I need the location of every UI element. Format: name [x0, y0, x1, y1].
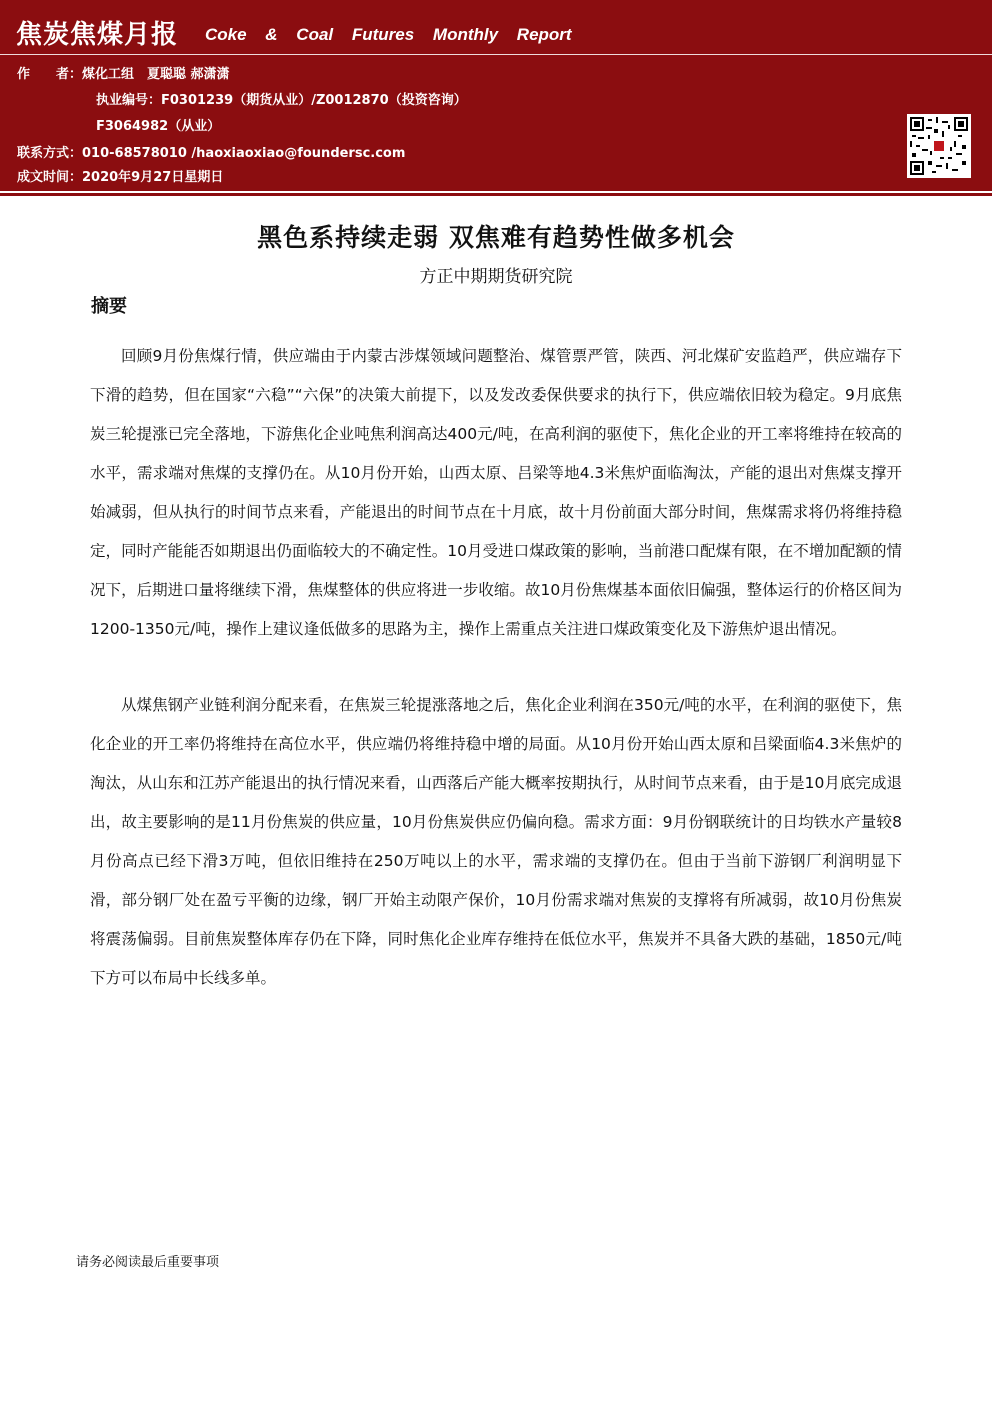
report-title-cn: 焦炭焦煤月报	[16, 20, 179, 50]
footer-disclaimer-note: 请务必阅读最后重要事项	[76, 1255, 220, 1270]
header-divider	[0, 54, 992, 55]
abstract-heading: 摘要	[91, 296, 127, 317]
license-line-1: 执业编号：F0301239（期货从业）/Z0012870（投资咨询）	[96, 93, 467, 108]
header-bottom-rule	[0, 191, 992, 196]
authors-line: 作 者：煤化工组 夏聪聪 郝潇潇	[17, 67, 230, 82]
date-line: 成文时间：2020年9月27日星期日	[17, 170, 224, 185]
abstract-paragraph: 从煤焦钢产业链利润分配来看，在焦炭三轮提涨落地之后，焦化企业利润在350元/吨的水平，在利润的驱使下，焦化企业的开工率仍将维持在高位水平，供应端仍将维持稳中增的局面。从10月份开始山西太原和吕梁面临4.3米焦炉的淘汰，从山东和江苏产能退出的执行情况来看，山西落后产能大概率按期执行，从时间节点来看，由于是10月底完成退出，故主要影响的是11月份焦炭的供应量，10月份焦炭供应仍偏向稳。需求方面：9月份钢联统计的日均铁水产量较8月份高点已经下滑3万吨，但依旧维持在250万吨以上的水平，需求端的支撑仍在。但由于当前下游钢厂利润明显下滑，部分钢厂处在盈亏平衡的边缘，钢厂开始主动限产保价，10月份需求端对焦炭的支撑将有所减弱，故10月份焦炭将震荡偏弱。目前焦炭整体库存仍在下降，同时焦化企业库存维持在低位水平，焦炭并不具备大跌的基础，1850元/吨下方可以布局中长线多单。	[90, 696, 902, 987]
document-title: 黑色系持续走弱 双焦难有趋势性做多机会	[257, 223, 735, 252]
abstract-paragraph: 回顾9月份焦煤行情，供应端由于内蒙古涉煤领域问题整治、煤管票严管，陕西、河北煤矿安监趋严，供应端存下下滑的趋势，但在国家“六稳”“六保”的决策大前提下，以及发改委保供要求的执行下，供应端依旧较为稳定。9月底焦炭三轮提涨已完全落地，下游焦化企业吨焦利润高达400元/吨，在高利润的驱使下，焦化企业的开工率将维持在较高的水平，需求端对焦煤的支撑仍在。从10月份开始，山西太原、吕梁等地4.3米焦炉面临淘汰，产能的退出对焦煤支撑开始减弱，但从执行的时间节点来看，产能退出的时间节点在十月底，故十月份前面大部分时间，焦煤需求将仍将维持稳定，同时产能能否如期退出仍面临较大的不确定性。10月受进口煤政策的影响，当前港口配煤有限，在不增加配额的情况下，后期进口量将继续下滑，焦煤整体的供应将进一步收缩。故10月份焦煤基本面依旧偏强，整体运行的价格区间为1200-1350元/吨，操作上建议逢低做多的思路为主，操作上需重点关注进口煤政策变化及下游焦炉退出情况。	[90, 347, 902, 638]
report-header	[0, 0, 992, 191]
report-title-en: Coke & Coal Futures Monthly Report	[205, 25, 572, 44]
contact-line: 联系方式：010-68578010 /haoxiaoxiao@foundersc.com	[17, 146, 406, 161]
institute-name: 方正中期期货研究院	[419, 267, 573, 287]
qr-code-icon	[907, 114, 971, 178]
license-line-2: F3064982（从业）	[96, 119, 221, 134]
